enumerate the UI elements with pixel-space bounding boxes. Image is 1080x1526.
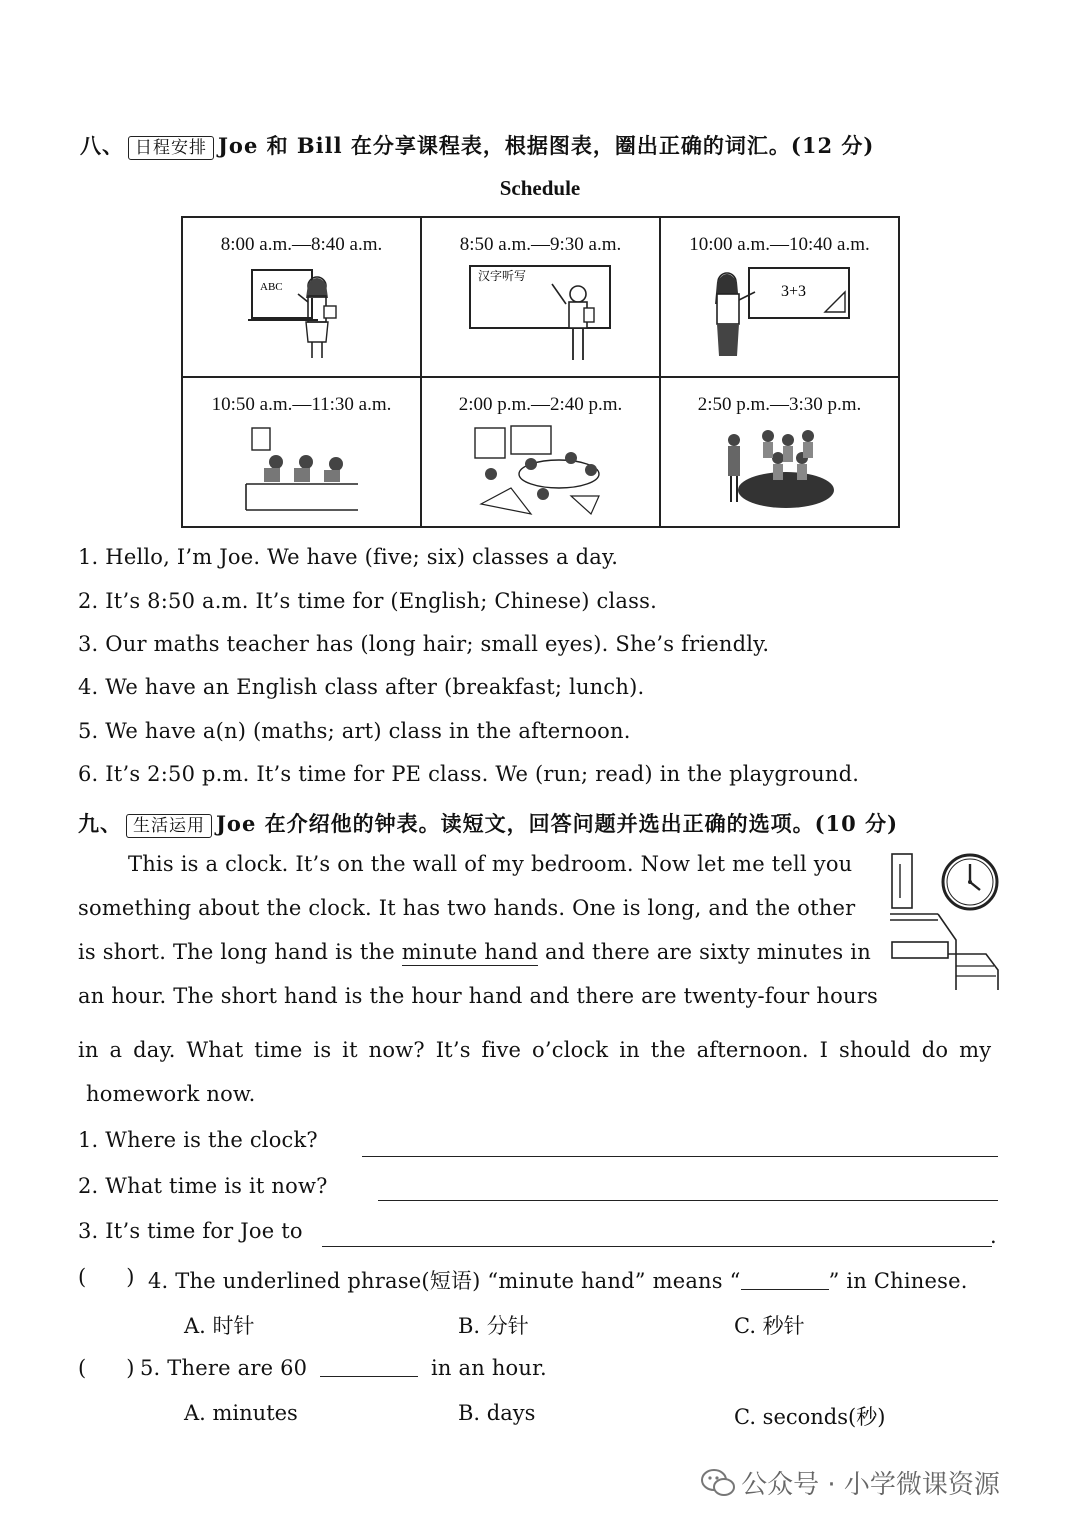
english-teacher-picture [242, 264, 362, 364]
schedule-cell-maths [660, 217, 899, 377]
q4-option-a[interactable]: A. 时针 [184, 1314, 255, 1338]
q5-text-start: 5. There are 60 [140, 1356, 308, 1380]
answer-line-3[interactable] [322, 1246, 992, 1247]
q4-option-c[interactable]: C. 秒针 [734, 1314, 805, 1338]
schedule-time: 8:00 a.m.—8:40 a.m. [220, 234, 383, 255]
passage-line-4: an hour. The short hand is the hour hand and there are twenty-four hours [78, 984, 878, 1008]
art-class-picture [471, 424, 611, 519]
section8-question-1: 1. Hello, I’m Joe. We have (five; six) classes a day. [78, 545, 619, 569]
schedule-cell-computer [182, 377, 421, 527]
wechat-icon [700, 1467, 736, 1499]
q5-text-end: in an hour. [430, 1356, 547, 1380]
section8-question-3: 3. Our maths teacher has (long hair; small eyes). She’s friendly. [78, 632, 770, 656]
section9-number: 九、 [78, 811, 122, 836]
schedule-time: 10:50 a.m.—11:30 a.m. [211, 394, 392, 415]
q4-blank[interactable] [741, 1271, 829, 1290]
schedule-time: 2:00 p.m.—2:40 p.m. [458, 394, 623, 415]
passage-line-3 [78, 940, 871, 964]
answer-line-1[interactable] [362, 1156, 998, 1157]
schedule-cell-english [182, 217, 421, 377]
passage-line-2: something about the clock. It has two hands. One is long, and the other [78, 896, 856, 920]
section9-question-5 [140, 1356, 547, 1380]
q5-option-b[interactable]: B. days [458, 1401, 536, 1425]
q4-text-end: ” in Chinese. [828, 1269, 968, 1293]
board-text-chinese: 汉字听写 [477, 269, 526, 283]
q4-answer-bracket[interactable]: ( ) [78, 1265, 135, 1289]
section8-heading [80, 130, 874, 160]
passage-line-3-start: is short. The long hand is the [78, 940, 402, 964]
q4-text-start: 4. The underlined phrase(短语) “minute hand” means “ [148, 1269, 741, 1293]
q5-option-a[interactable]: A. minutes [184, 1401, 298, 1425]
section8-question-5: 5. We have a(n) (maths; art) class in the afternoon. [78, 719, 631, 743]
section9-question-4 [148, 1265, 968, 1295]
schedule-table [181, 216, 900, 528]
maths-teacher-picture [705, 264, 855, 364]
answer-line-2[interactable] [378, 1200, 998, 1201]
section9-question-1: 1. Where is the clock? [78, 1128, 318, 1152]
schedule-time: 2:50 p.m.—3:30 p.m. [697, 394, 862, 415]
schedule-title: Schedule [499, 176, 581, 200]
section8-number: 八、 [80, 133, 124, 158]
section8-question-6: 6. It’s 2:50 p.m. It’s time for PE class. We (run; read) in the playground. [78, 762, 860, 786]
q5-blank[interactable] [320, 1358, 418, 1377]
section8-question-2: 2. It’s 8:50 a.m. It’s time for (English; Chinese) class. [78, 589, 657, 613]
watermark-text: 公众号 · 小学微课资源 [741, 1470, 1000, 1500]
section8-instruction: Joe 和 Bill 在分享课程表，根据图表，圈出正确的词汇。(12 分) [218, 133, 875, 158]
section8-tag: 日程安排 [128, 136, 214, 160]
board-text-maths: 3+3 [780, 283, 806, 300]
section9-question-3: 3. It’s time for Joe to [78, 1219, 303, 1243]
watermark [700, 1464, 1000, 1501]
section9-instruction: Joe 在介绍他的钟表。读短文，回答问题并选出正确的选项。(10 分) [216, 811, 899, 836]
q5-option-c[interactable]: C. seconds(秒) [734, 1405, 886, 1429]
section9-tag: 生活运用 [126, 814, 212, 838]
section9-heading [78, 808, 898, 838]
q5-answer-bracket[interactable]: ( ) [78, 1356, 135, 1380]
schedule-time: 8:50 a.m.—9:30 a.m. [459, 234, 622, 255]
schedule-cell-art [421, 377, 660, 527]
q4-option-b[interactable]: B. 分针 [458, 1314, 529, 1338]
schedule-cell-pe [660, 377, 899, 527]
passage-line-3-end: and there are sixty minutes in [538, 940, 871, 964]
passage-line-5: in a day. What time is it now? It’s five o’clock in the afternoon. I should do my [78, 1038, 992, 1062]
section8-question-4: 4. We have an English class after (breakfast; lunch). [78, 675, 645, 699]
clock-bedroom-picture [886, 850, 1006, 1000]
pe-class-picture [720, 424, 840, 519]
underlined-minute-hand: minute hand [401, 940, 539, 964]
question-3-period: . [990, 1224, 997, 1248]
board-text-abc: ABC [259, 281, 283, 293]
schedule-time: 10:00 a.m.—10:40 a.m. [689, 234, 870, 255]
computer-class-picture [242, 424, 362, 519]
passage-line-6: homework now. [86, 1082, 256, 1106]
section9-question-2: 2. What time is it now? [78, 1174, 328, 1198]
schedule-cell-chinese [421, 217, 660, 377]
chinese-teacher-picture [466, 264, 616, 364]
passage-line-1: This is a clock. It’s on the wall of my bedroom. Now let me tell you [128, 852, 853, 876]
